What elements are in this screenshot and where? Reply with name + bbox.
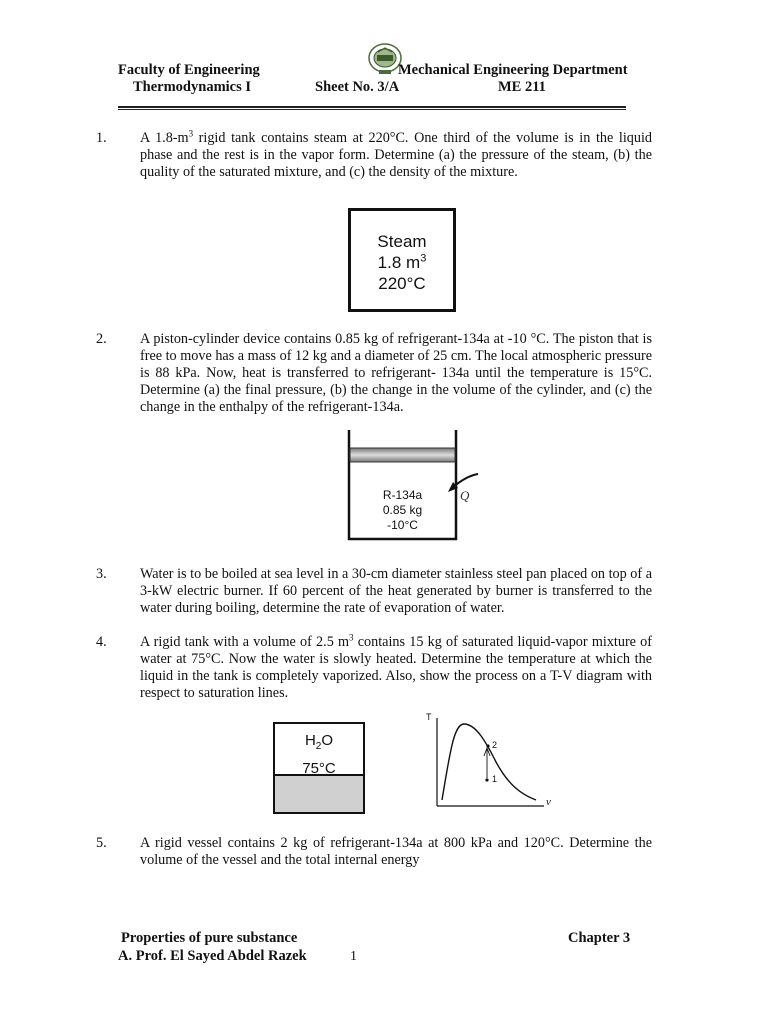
question-5 bbox=[96, 835, 652, 869]
steam-tank-figure bbox=[348, 208, 456, 312]
superscript: 3 bbox=[349, 632, 354, 643]
question-text: rigid tank contains steam at 220°C. One third of the volume is in the liquid phase and the rest is in the vapor form. Determine (a) the pressure of the steam, (b) the quality of the saturated mixture, and (c) the density of the mixture. bbox=[140, 130, 652, 180]
question-number: 2. bbox=[96, 331, 107, 347]
question-1 bbox=[96, 128, 652, 181]
footer-author: A. Prof. El Sayed Abdel Razek bbox=[118, 948, 307, 964]
question-number: 1. bbox=[96, 130, 107, 146]
question-number: 5. bbox=[96, 835, 107, 851]
question-text: A 1.8-m bbox=[140, 130, 189, 146]
question-text: Water is to be boiled at sea level in a 30-cm diameter stainless steel pan placed on top of a 3-kW electric burner. If 60 percent of the heat generated by burner is transferred to the water during boiling, determine the rate of evaporation of water. bbox=[140, 566, 652, 616]
refrigerant-temperature: -10°C bbox=[387, 518, 418, 532]
department-name: Mechanical Engineering Department bbox=[398, 62, 628, 78]
question-2 bbox=[96, 331, 652, 416]
question-text: A rigid tank with a volume of 2.5 m bbox=[140, 634, 350, 650]
question-number: 4. bbox=[96, 634, 107, 650]
state-point-2: 2 bbox=[492, 740, 498, 750]
t-v-diagram bbox=[420, 712, 560, 812]
tank-temperature: 220°C bbox=[378, 274, 426, 293]
superscript: 3 bbox=[420, 252, 427, 265]
course-name: Thermodynamics I bbox=[133, 79, 252, 95]
water-temperature: 75°C bbox=[302, 760, 336, 777]
formula-part: H bbox=[304, 732, 316, 749]
footer-chapter: Chapter 3 bbox=[568, 930, 631, 946]
water-formula bbox=[275, 730, 363, 758]
superscript: 3 bbox=[188, 128, 194, 139]
piston-cylinder-figure bbox=[340, 428, 480, 552]
refrigerant-label: R-134a bbox=[382, 488, 423, 502]
tank-volume-value: 1.8 m bbox=[377, 253, 421, 272]
question-number: 3. bbox=[96, 566, 107, 582]
header-rule bbox=[118, 106, 626, 108]
footer-topic: Properties of pure substance bbox=[121, 930, 298, 946]
question-3 bbox=[96, 566, 652, 617]
page-number: 1 bbox=[350, 949, 357, 964]
question-text: A rigid vessel contains 2 kg of refrigerant-134a at 800 kPa and 120°C. Determine the volume of the vessel and the total internal energy bbox=[140, 835, 652, 868]
t-axis-label: T bbox=[426, 712, 432, 722]
faculty-name: Faculty of Engineering bbox=[118, 62, 260, 78]
course-code: ME 211 bbox=[498, 79, 546, 95]
heat-label: Q bbox=[460, 488, 470, 503]
subscript: 2 bbox=[315, 741, 322, 752]
header-rule-thin bbox=[118, 109, 626, 110]
tank-label: Steam bbox=[377, 232, 427, 251]
sheet-number: Sheet No. 3/A bbox=[315, 79, 400, 95]
water-tank-figure bbox=[273, 722, 365, 814]
refrigerant-mass: 0.85 kg bbox=[382, 503, 423, 517]
state-point-1: 1 bbox=[492, 774, 498, 784]
v-axis-label: v bbox=[546, 796, 551, 808]
tank-volume bbox=[351, 252, 453, 273]
question-4 bbox=[96, 632, 652, 702]
question-text: contains 15 kg of saturated liquid-vapor mixture of water at 75°C. Now the water is slowly heated. Determine the temperature at which the liquid in the tank is completely vaporized. Also, show the process on a T-V diagram with respect to saturation lines. bbox=[140, 634, 652, 701]
question-text: A piston-cylinder device contains 0.85 kg of refrigerant-134a at -10 °C. The piston that is free to move has a mass of 12 kg and a diameter of 25 cm. The local atmospheric pressure is 88 kPa. Now, heat is transferred to refrigerant- 134a until the temperature is 15°C. Determine (a) the final pressure, (b) the change in the volume of the cylinder, and (c) the change in the enthalpy of the refrigerant-134a. bbox=[140, 331, 652, 415]
formula-part: O bbox=[321, 732, 334, 749]
